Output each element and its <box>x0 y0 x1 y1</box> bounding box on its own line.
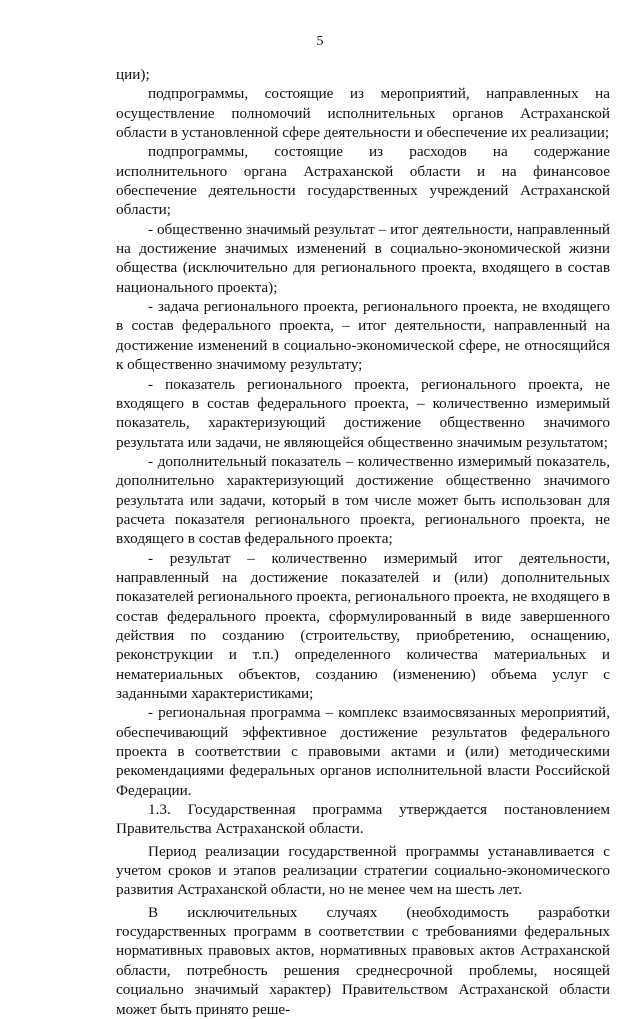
paragraph-regional-project-task: - задача регионального проекта, регионального проекта, не входящего в состав федерального проекта, – итог деятельности, направленный на достижение изменений в социально-экономической сфере, не относящийся к общественно значимому результату; <box>116 298 610 374</box>
paragraph-subprograms-measures: подпрограммы, состоящие из мероприятий, направленных на осуществление полномочий исполнительных органов Астраханской области в установленной сфере деятельности и обеспечение их реализации; <box>116 85 610 142</box>
paragraph-result-definition: - результат – количественно измеримый итог деятельности, направленный на достижение показателей и (или) дополнительных показателей регионального проекта, регионального проекта, не входящего в состав федерального проекта, сформулированный в виде завершенного действия по созданию (строительству, приобретению, оснащению, реконструкции и т.п.) определенного количества материальных и нематериальных объектов, созданию (изменению) объема услуг с заданными характеристиками; <box>116 549 610 702</box>
paragraph-implementation-period: Период реализации государственной программы устанавливается с учетом сроков и этапов реализации стратегии социально-экономического развития Астраханской области, но не менее чем на шесть лет. <box>116 842 610 899</box>
paragraph-section-1-3: 1.3. Государственная программа утверждается постановлением Правительства Астраханской области. <box>116 801 610 838</box>
document-body <box>116 65 610 1019</box>
paragraph-subprograms-expenses: подпрограммы, состоящие из расходов на содержание исполнительного органа Астраханской области и на финансовое обеспечение деятельности государственных учреждений Астраханской области; <box>116 143 610 219</box>
paragraph-exceptional-cases: В исключительных случаях (необходимость разработки государственных программ в соответствии с требованиями федеральных нормативных правовых актов, нормативных правовых актов Астраханской области, потребность решения среднесрочной проблемы, носящей социально значимый характер) Правительством Астраханской области может быть принято реше- <box>116 903 610 1018</box>
paragraph-regional-project-indicator: - показатель регионального проекта, регионального проекта, не входящего в состав федерального проекта, – количественно измеримый показатель, характеризующий достижение общественно значимого результата или задачи, не являющейся общественно значимым результатом; <box>116 375 610 451</box>
paragraph-continuation: ции); <box>116 66 150 83</box>
paragraph-additional-indicator: - дополнительный показатель – количественно измеримый показатель, дополнительно характеризующий достижение общественно значимого результата или задачи, который в том числе может быть использован для расчета показателя регионального проекта, регионального проекта, не входящего в состав федерального проекта; <box>116 452 610 548</box>
paragraph-socially-significant-result: - общественно значимый результат – итог деятельности, направленный на достижение значимых изменений в социально-экономической жизни общества (исключительно для регионального проекта, входящего в состав национального проекта); <box>116 220 610 296</box>
paragraph-regional-program: - региональная программа – комплекс взаимосвязанных мероприятий, обеспечивающий эффективное достижение результатов федерального проекта в соответствии с правовыми актами и (или) методическими рекомендациями федеральных органов исполнительной власти Российской Федерации. <box>116 704 610 799</box>
page-number: 5 <box>316 34 324 49</box>
